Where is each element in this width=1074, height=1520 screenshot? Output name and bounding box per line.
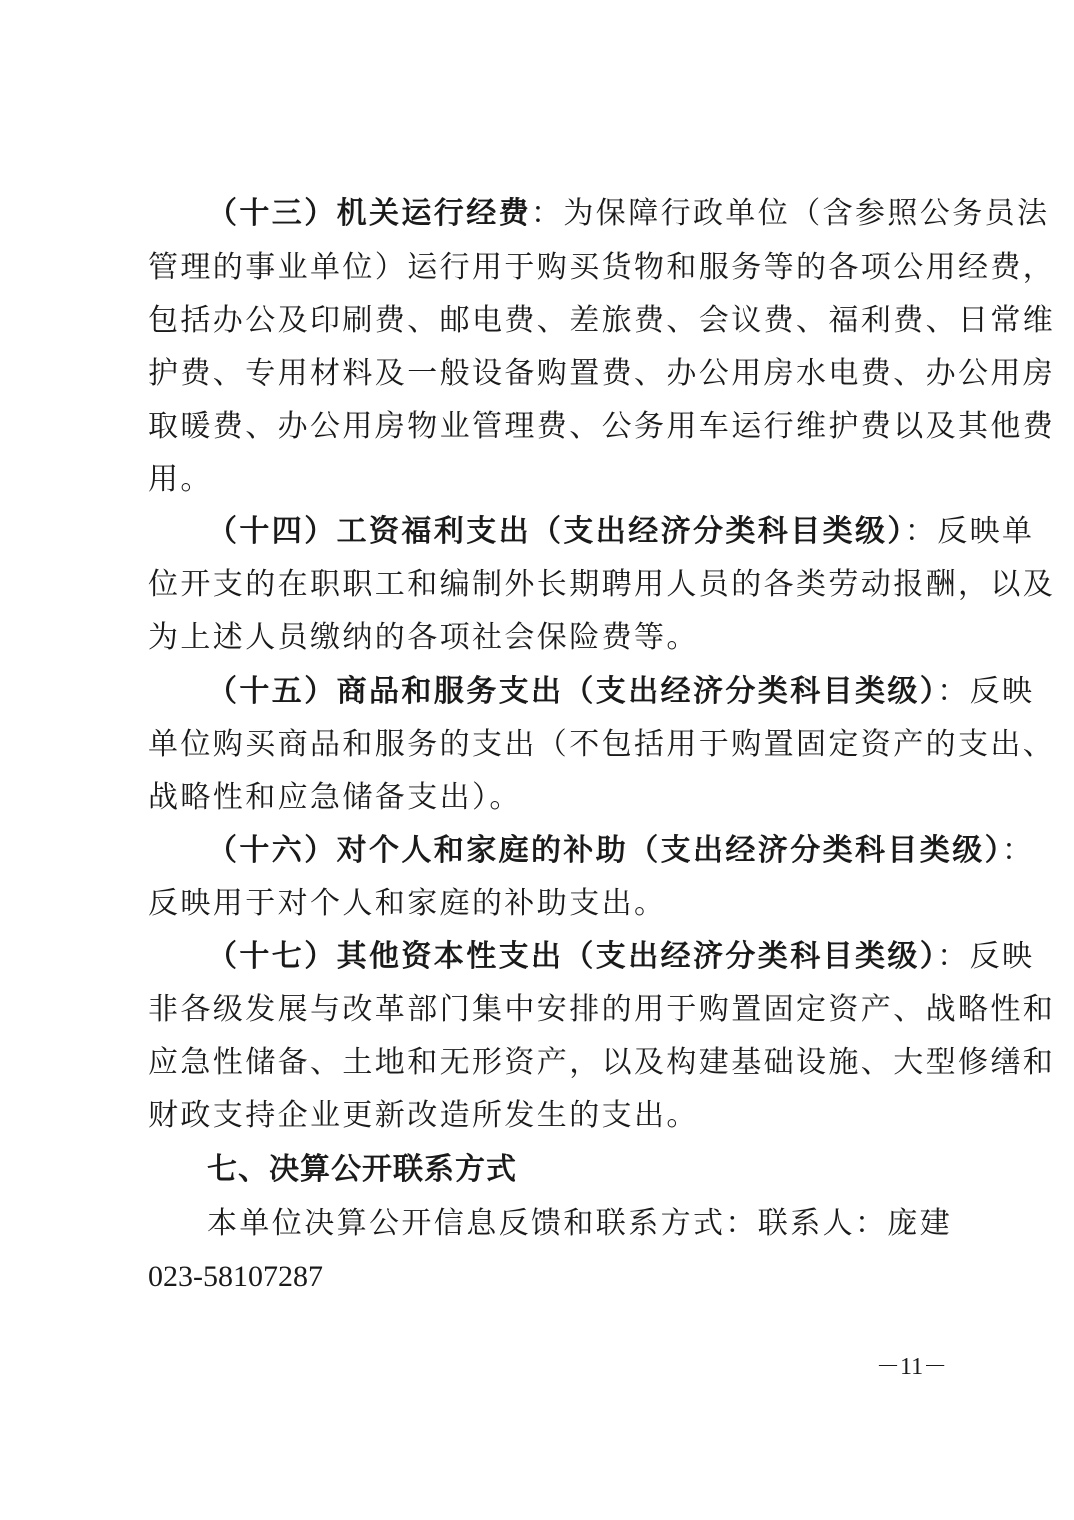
- item-14-line: 为上述人员缴纳的各项社会保险费等。: [148, 620, 699, 655]
- item-15-text: ：反映: [937, 674, 1035, 709]
- item-15-first-line: [207, 672, 1035, 712]
- item-15-line: 单位购买商品和服务的支出（不包括用于购置固定资产的支出、: [148, 727, 1056, 762]
- item-14-text: ：反映单: [904, 514, 1035, 549]
- item-17-text: ：反映: [937, 939, 1035, 974]
- item-17-line: 非各级发展与改革部门集中安排的用于购置固定资产、战略性和: [148, 992, 1056, 1027]
- item-13-line: 管理的事业单位）运行用于购买货物和服务等的各项公用经费，: [148, 250, 1056, 285]
- item-15-line: 战略性和应急储备支出）。: [148, 780, 522, 815]
- item-14-line: 位开支的在职职工和编制外长期聘用人员的各类劳动报酬，以及: [148, 567, 1056, 602]
- item-13-line: 用。: [148, 462, 213, 497]
- item-16-label: （十六）对个人和家庭的补助（支出经济分类科目类级）: [207, 833, 1002, 868]
- item-16-text: ：: [1002, 833, 1035, 868]
- item-13-label: （十三）机关运行经费: [207, 196, 531, 231]
- item-15-label: （十五）商品和服务支出（支出经济分类科目类级）: [207, 674, 938, 709]
- item-13-line: 护费、专用材料及一般设备购置费、办公用房水电费、办公用房: [148, 356, 1056, 391]
- section-heading: 七、决算公开联系方式: [207, 1152, 517, 1187]
- item-13-first-line: [207, 194, 1050, 234]
- contact-phone: 023-58107287: [148, 1260, 323, 1293]
- item-13-line: 包括办公及印刷费、邮电费、差旅费、会议费、福利费、日常维: [148, 303, 1056, 338]
- contact-line: 本单位决算公开信息反馈和联系方式：联系人：庞建: [207, 1206, 953, 1241]
- item-14-label: （十四）工资福利支出（支出经济分类科目类级）: [207, 514, 905, 549]
- item-13-line: 取暖费、办公用房物业管理费、公务用车运行维护费以及其他费: [148, 409, 1056, 444]
- item-13-text: ：为保障行政单位（含参照公务员法: [531, 196, 1050, 231]
- item-17-first-line: [207, 937, 1035, 977]
- item-17-line: 财政支持企业更新改造所发生的支出。: [148, 1098, 699, 1133]
- item-17-label: （十七）其他资本性支出（支出经济分类科目类级）: [207, 939, 938, 974]
- item-16-line: 反映用于对个人和家庭的补助支出。: [148, 886, 667, 921]
- page-number: －11－: [876, 1354, 948, 1380]
- item-16-first-line: [207, 831, 1035, 871]
- item-17-line: 应急性储备、土地和无形资产，以及构建基础设施、大型修缮和: [148, 1045, 1056, 1080]
- item-14-first-line: [207, 512, 1035, 552]
